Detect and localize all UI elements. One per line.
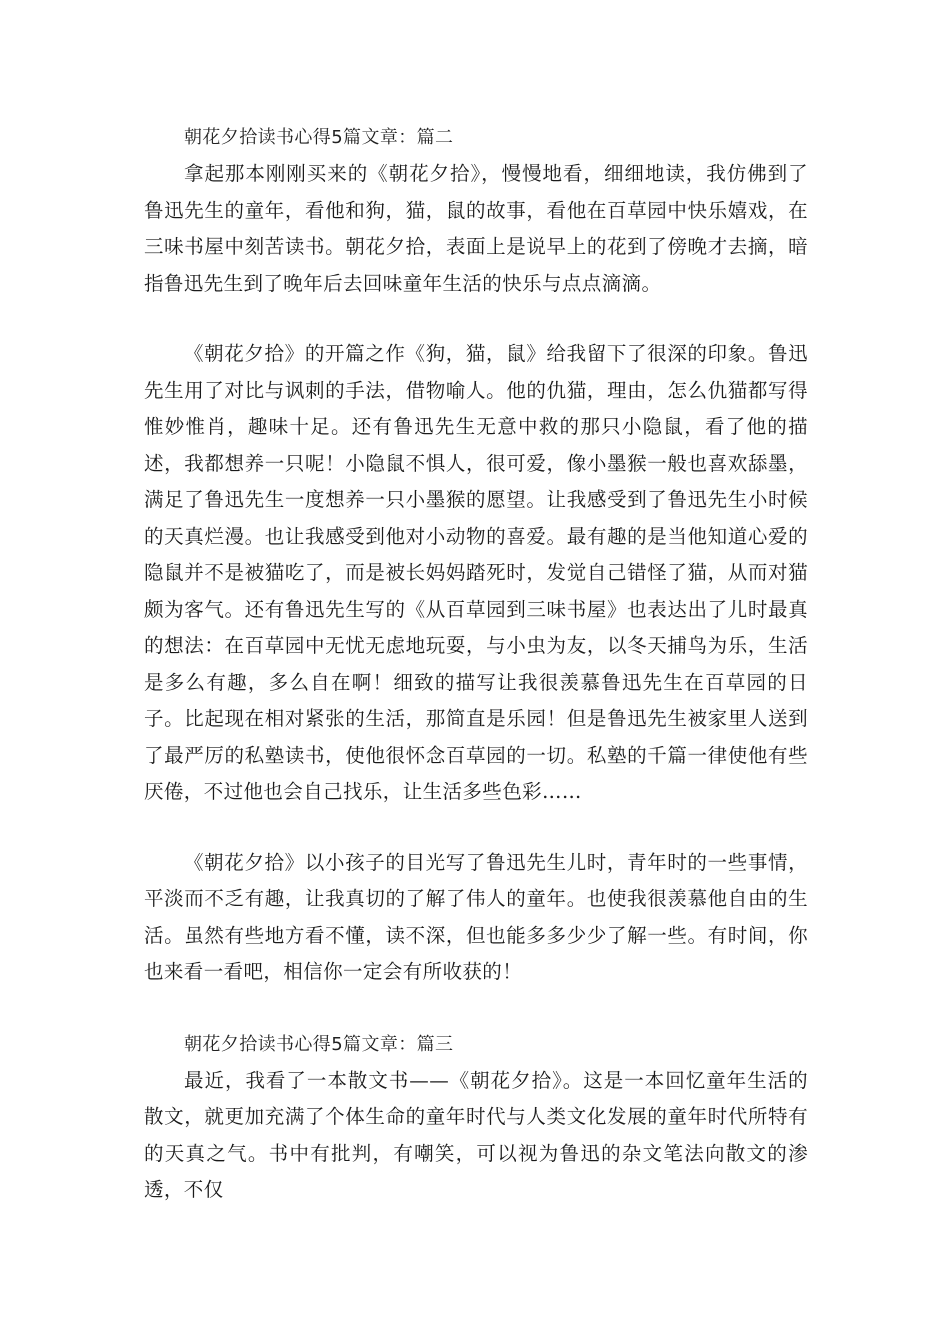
paragraph: 拿起那本刚刚买来的《朝花夕拾》，慢慢地看，细细地读，我仿佛到了鲁迅先生的童年，看他和狗，猫，鼠的故事，看他在百草园中快乐嬉戏，在三味书屋中刻苦读书。朝花夕拾，表面上是说早上的花到了傍晚才去摘，暗指鲁迅先生到了晚年后去回味童年生活的快乐与点点滴滴。 [144,162,808,295]
section-spacer [144,991,808,1027]
section-heading-2: 朝花夕拾读书心得5篇文章：篇二 [184,127,454,148]
paragraph: 最近，我看了一本散文书——《朝花夕拾》。这是一本回忆童年生活的散文，就更加充满了个体生命的童年时代与人类文化发展的童年时代所特有的天真之气。书中有批判，有嘲笑，可以视为鲁迅的杂文笔法向散文的渗透，不仅 [144,1068,808,1201]
paragraph-spacer [144,811,808,845]
document-body [144,120,808,1209]
section-heading-3: 朝花夕拾读书心得5篇文章：篇三 [184,1033,454,1055]
paragraph: 《朝花夕拾》以小孩子的目光写了鲁迅先生儿时，青年时的一些事情，平淡而不乏有趣，让我真切的了解了伟人的童年。也使我很羡慕他自由的生活。虽然有些地方看不懂，读不深，但也能多多少少了解一些。有时间，你也来看一看吧，相信你一定会有所收获的！ [144,850,808,983]
paragraph-spacer [144,302,808,336]
paragraph: 《朝花夕拾》的开篇之作《狗，猫，鼠》给我留下了很深的印象。鲁迅先生用了对比与讽刺的手法，借物喻人。他的仇猫，理由，怎么仇猫都写得惟妙惟肖，趣味十足。还有鲁迅先生无意中救的那只小隐鼠，看了他的描述，我都想养一只呢！小隐鼠不惧人，很可爱，像小墨猴一般也喜欢舔墨，满足了鲁迅先生一度想养一只小墨猴的愿望。让我感受到了鲁迅先生小时候的天真烂漫。也让我感受到他对小动物的喜爱。最有趣的是当他知道心爱的隐鼠并不是被猫吃了，而是被长妈妈踏死时，发觉自己错怪了猫，从而对猫颇为客气。还有鲁迅先生写的《从百草园到三味书屋》也表达出了儿时最真的想法：在百草园中无忧无虑地玩耍，与小虫为友，以冬天捕鸟为乐，生活是多么有趣，多么自在啊！细致的描写让我很羡慕鲁迅先生在百草园的日子。比起现在相对紧张的生活，那简直是乐园！但是鲁迅先生被家里人送到了最严厉的私塾读书，使他很怀念百草园的一切。私塾的千篇一律使他有些厌倦，不过他也会自己找乐，让生活多些色彩…… [144,342,808,803]
